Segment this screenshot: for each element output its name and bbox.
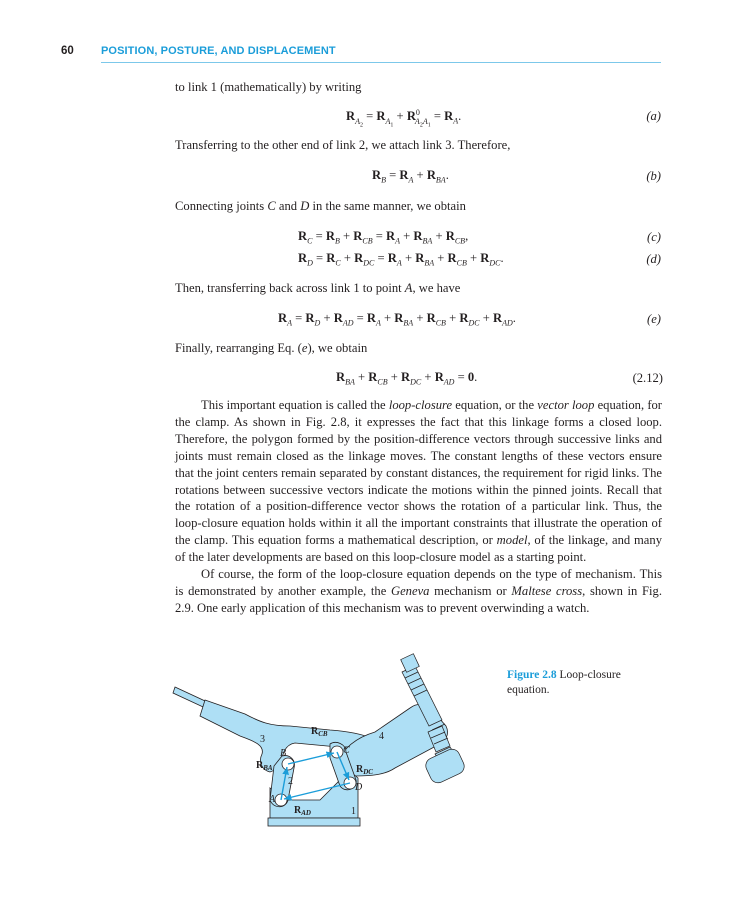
then-line: Then, transferring back across link 1 to point A, we have xyxy=(175,281,461,295)
equation-2-12-tag: (2.12) xyxy=(632,371,663,385)
figure-caption: Figure 2.8 Loop-closure equation. xyxy=(507,669,621,696)
label-joint-b: B xyxy=(280,748,287,759)
equation-e-tag: (e) xyxy=(647,312,661,326)
vector-rcb xyxy=(288,753,334,764)
equation-c-tag: (c) xyxy=(647,230,661,244)
equation-d-tag: (d) xyxy=(646,252,661,266)
label-link-1: 1 xyxy=(351,806,356,817)
label-joint-c: C xyxy=(343,745,350,756)
label-link-3: 3 xyxy=(260,734,265,745)
body-paragraphs xyxy=(175,397,662,617)
label-link-2: 2 xyxy=(288,776,293,787)
connecting-line: Connecting joints C and D in the same manner, we obtain xyxy=(175,199,466,213)
equation-a: $R_{A_2} = R_{A_1} + R^0_{A_2A_1} = R_A$. xyxy=(346,108,462,129)
label-rba: $R_{BA}$ xyxy=(256,760,273,772)
running-title: POSITION, POSTURE, AND DISPLACEMENT xyxy=(101,45,336,57)
label-rad: $R_{AD}$ xyxy=(294,805,311,817)
equation-d: $R_D = R_C + R_{DC} = R_A + R_{BA} + R_{CB} + R_{DC}$. xyxy=(298,251,504,268)
page-number: 60 xyxy=(61,45,74,57)
paragraph-loop-closure: This important equation is called the loop-closure equation, or the vector loop equation, for the clamp. As shown in Fig. 2.8, it expresses the fact that this linkage forms a closed loop. Therefore, the polygon formed by the position-difference vectors through successive links and joints must remain closed as the linkage moves. The constant lengths of these vectors ensure that the joint centers remain separated by constant distances, the requirement for rigid links. The rotations between successive vectors indicate the motions within the pinned joints. Recall that the rotation of a position-difference vector shows the rotation of a particular link. Thus, the loop-closure equation holds within it all the important constraints that illustrate the operation of the clamp. This equation forms a mathematical description, or model, of the linkage, and many of the later developments are based on this loop-closure model as a starting point. xyxy=(175,398,662,565)
label-rcb: $R_{CB}$ xyxy=(311,726,328,738)
equation-b: $R_B = R_A + R_{BA}$. xyxy=(372,168,449,185)
equation-e: $R_A = R_D + R_{AD} = R_A + R_{BA} + R_{CB} + R_{DC} + R_{AD}$. xyxy=(278,311,516,328)
label-joint-d: D xyxy=(355,782,363,793)
transfer-line: Transferring to the other end of link 2, we attach link 3. Therefore, xyxy=(175,138,511,152)
paragraph-geneva: Of course, the form of the loop-closure equation depends on the type of mechanism. This is demonstrated by another example, the Geneva mechanism or Maltese cross, shown in Fig. 2.9. One early application of this mechanism was to prevent overwinding a watch. xyxy=(175,567,663,615)
intro-line: to link 1 (mathematically) by writing xyxy=(175,80,362,94)
label-joint-a: A xyxy=(269,794,276,805)
header-rule xyxy=(101,62,661,63)
equation-c: $R_C = R_B + R_{CB} = R_A + R_{BA} + R_{CB}$, xyxy=(298,229,469,246)
label-rdc: $R_{DC}$ xyxy=(356,764,373,776)
figure-2-8-clamp-diagram xyxy=(170,650,500,830)
finally-line: Finally, rearranging Eq. (e), we obtain xyxy=(175,341,368,355)
label-link-4: 4 xyxy=(379,731,384,742)
equation-b-tag: (b) xyxy=(646,169,661,183)
equation-2-12: $R_{BA} + R_{CB} + R_{DC} + R_{AD} = 0$. xyxy=(336,370,478,387)
equation-a-tag: (a) xyxy=(646,109,661,123)
